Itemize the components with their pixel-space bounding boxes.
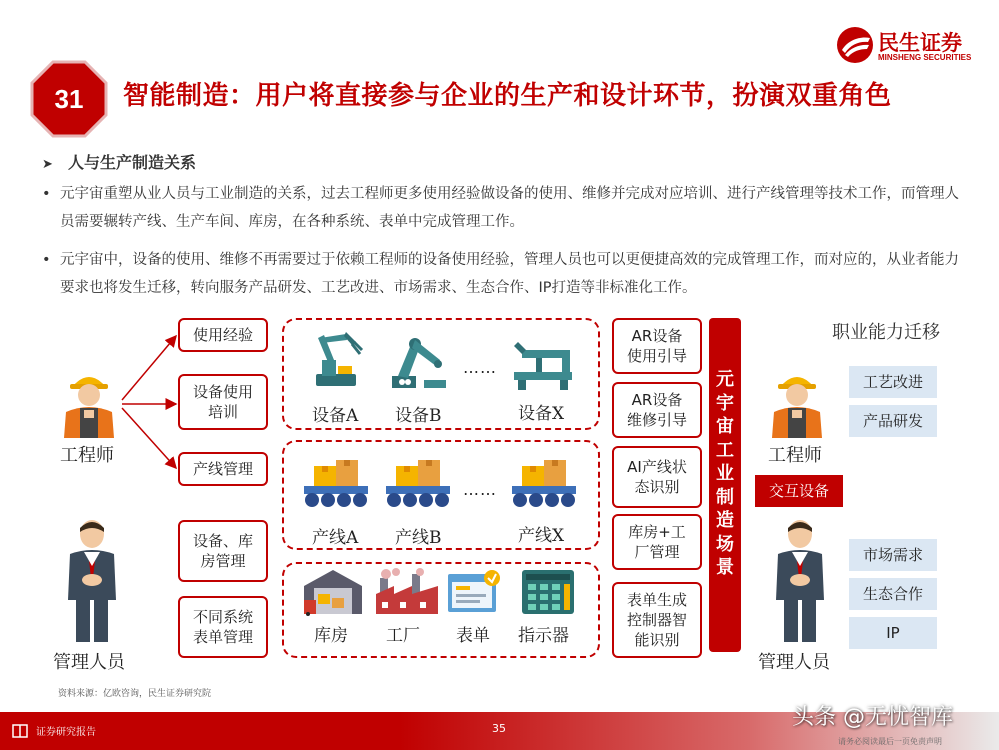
line-label: 产线A <box>312 528 359 548</box>
logo-text-en: MINSHENG SECURITIES <box>878 53 972 62</box>
manager-skill: 生态合作 <box>849 578 937 610</box>
line-label: 产线X <box>518 526 565 546</box>
book-icon <box>12 723 28 739</box>
disclaimer: 请务必阅读最后一页免责声明 <box>838 737 942 746</box>
manager-skill: 市场需求 <box>849 539 937 571</box>
source-note: 资料来源：亿欧咨询，民生证券研究院 <box>58 689 212 699</box>
bullet-text: 元宇宙中，设备的使用、维修不再需要过于依赖工程师的设备使用经验，管理人员也可以更便捷高效的完成管理工作，而对应的，从业者能力要求也将发生迁移，转向服务产品研发、工艺改进、市场需求、生态合作、IP打造等非标准化工作。 <box>60 252 959 296</box>
slide-number: 31 <box>54 84 84 114</box>
engineer-icon <box>58 366 120 438</box>
footer-label: 证券研究报告 <box>36 727 96 738</box>
interactive-device-tag: 交互设备 <box>755 475 843 507</box>
form-icon <box>446 570 504 616</box>
task-box: 设备、库房管理 <box>178 520 268 582</box>
conveyor-icon <box>382 458 454 510</box>
left-manager-label: 管理人员 <box>53 652 125 673</box>
place-label: 表单 <box>456 626 490 646</box>
task-box: 不同系统表单管理 <box>178 596 268 658</box>
engineer-skill: 工艺改进 <box>849 366 937 398</box>
bullet-text: 元宇宙重塑从业人员与工业制造的关系，过去工程师更多使用经验做设备的使用、维修并完成对应培训、进行产线管理等技术工作，而管理人员需要辗转产线、生产车间、库房，在各种系统、表单中完成管理工作。 <box>60 186 959 230</box>
robot-arm-icon <box>508 332 578 390</box>
function-box: AR设备维修引导 <box>612 382 702 438</box>
factory-icon <box>372 568 442 616</box>
engineer-skill: 产品研发 <box>849 405 937 437</box>
conveyor-icon <box>300 458 372 510</box>
arrow-bullet-icon: ➤ <box>42 157 53 172</box>
manager-icon <box>770 518 830 646</box>
ellipsis: …… <box>463 480 497 499</box>
robot-arm-icon <box>306 330 366 388</box>
place-label: 库房 <box>314 626 348 646</box>
line-label: 产线B <box>395 528 442 548</box>
watermark: 头条 @无忧智库 <box>792 705 953 730</box>
bullet-dot-icon: • <box>42 186 51 202</box>
task-box: 使用经验 <box>178 318 268 352</box>
robot-arm-icon <box>388 332 450 390</box>
right-manager-label: 管理人员 <box>758 652 830 673</box>
right-engineer-label: 工程师 <box>768 445 822 466</box>
ellipsis: …… <box>463 358 497 377</box>
manager-skill: IP <box>849 617 937 649</box>
engineer-icon <box>766 366 828 438</box>
manager-icon <box>62 518 122 646</box>
device-label: 设备X <box>518 404 565 424</box>
device-label: 设备B <box>395 406 442 426</box>
indicator-panel-icon <box>520 568 576 616</box>
logo-text-cn: 民生证券 <box>878 31 962 55</box>
bullet-dot-icon: • <box>42 252 51 268</box>
skill-migration-title: 职业能力迁移 <box>832 322 940 343</box>
page-title: 智能制造：用户将直接参与企业的生产和设计环节，扮演双重角色 <box>123 81 892 111</box>
left-engineer-label: 工程师 <box>60 445 114 466</box>
function-box: 库房+工厂管理 <box>612 514 702 570</box>
device-label: 设备A <box>312 406 359 426</box>
function-box: AI产线状态识别 <box>612 446 702 508</box>
function-box: 表单生成控制器智能识别 <box>612 582 702 658</box>
section-heading-text: 人与生产制造关系 <box>68 153 197 172</box>
place-label: 指示器 <box>518 626 569 646</box>
task-box: 设备使用培训 <box>178 374 268 430</box>
place-label: 工厂 <box>386 626 420 646</box>
conveyor-icon <box>508 458 580 510</box>
task-box: 产线管理 <box>178 452 268 486</box>
metaverse-scene-label: 元 宇 宙 工 业 制 造 场 景 <box>716 369 734 578</box>
function-box: AR设备使用引导 <box>612 318 702 374</box>
warehouse-icon <box>300 568 366 616</box>
metaverse-scene-bar <box>709 318 741 652</box>
page-number: 35 <box>492 722 506 735</box>
